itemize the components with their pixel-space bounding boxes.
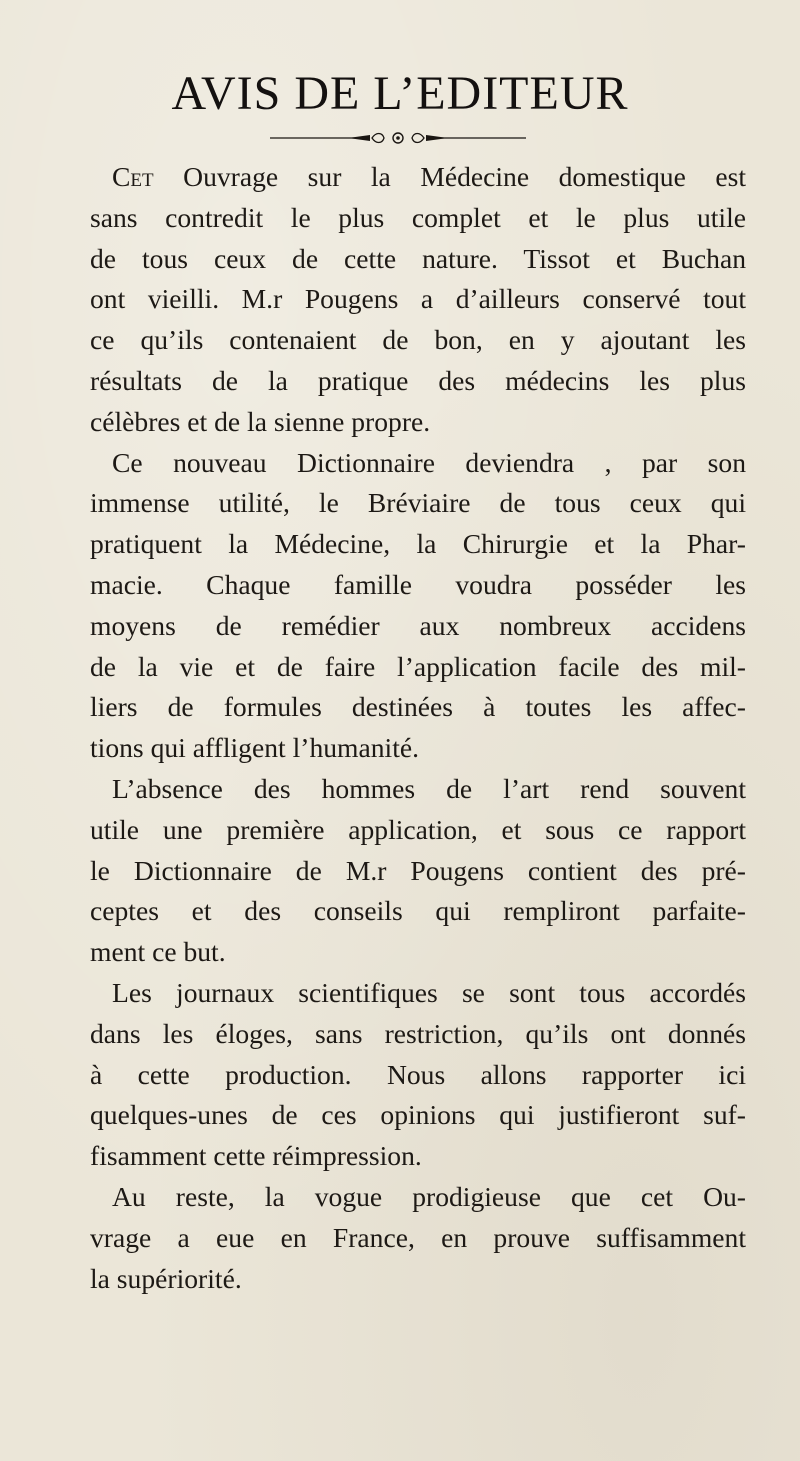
text-line: L’absence des hommes de l’art rend souvent <box>112 772 746 804</box>
text-line: résultats de la pratique des médecins les plus <box>90 364 746 396</box>
text-line: de tous ceux de cette nature. Tissot et Buchan <box>90 242 746 274</box>
text-line: ce qu’ils contenaient de bon, en y ajoutant les <box>90 324 746 356</box>
text-line: le Dictionnaire de M.r Pougens contient des pré- <box>90 854 746 886</box>
ornament-rule-icon <box>270 130 526 146</box>
paragraph <box>90 1177 746 1299</box>
paragraph <box>90 769 746 973</box>
text-line: de la vie et de faire l’application facile des mil- <box>90 650 746 682</box>
text-line: tions qui affligent l’humanité. <box>90 732 420 764</box>
text-line: pratiquent la Médecine, la Chirurgie et la Phar- <box>90 528 746 560</box>
text-line: macie. Chaque famille voudra posséder les <box>90 568 746 600</box>
paragraph <box>90 157 746 443</box>
text-line: liers de formules destinées à toutes les affec- <box>90 691 746 723</box>
text-line: dans les éloges, sans restriction, qu’ils ont donnés <box>90 1017 746 1049</box>
text-line: quelques-unes de ces opinions qui justifieront suf- <box>90 1099 746 1131</box>
text-line <box>90 157 746 198</box>
text-line: Ce nouveau Dictionnaire deviendra , par son <box>112 446 746 478</box>
page-title: AVIS DE L’EDITEUR <box>171 67 629 120</box>
text-line: moyens de remédier aux nombreux accidens <box>90 609 746 641</box>
text-line: célèbres et de la sienne propre. <box>90 405 431 437</box>
text-line: ceptes et des conseils qui rempliront parfaite- <box>90 895 746 927</box>
small-caps-word: Cet <box>112 161 154 192</box>
text-line: Au reste, la vogue prodigieuse que cet Ou- <box>112 1180 746 1212</box>
text-line: sans contredit le plus complet et le plus utile <box>90 201 746 233</box>
text-line: immense utilité, le Bréviaire de tous ceux qui <box>90 487 746 519</box>
text-line: Les journaux scientifiques se sont tous accordés <box>112 976 746 1008</box>
body-text <box>90 157 746 1299</box>
text-line: utile une première application, et sous ce rapport <box>90 813 746 845</box>
line-rest: Ouvrage sur la Médecine domestique est <box>153 161 746 192</box>
text-line: vrage a eue en France, en prouve suffisamment <box>90 1221 746 1253</box>
paragraph <box>90 973 746 1177</box>
text-line: à cette production. Nous allons rapporter ici <box>90 1058 746 1090</box>
paragraph <box>90 443 746 769</box>
text-line: ment ce but. <box>90 936 226 968</box>
text-line: fisamment cette réimpression. <box>90 1140 422 1172</box>
text-line: la supériorité. <box>90 1262 242 1294</box>
text-line: ont vieilli. M.r Pougens a d’ailleurs conservé tout <box>90 283 746 315</box>
